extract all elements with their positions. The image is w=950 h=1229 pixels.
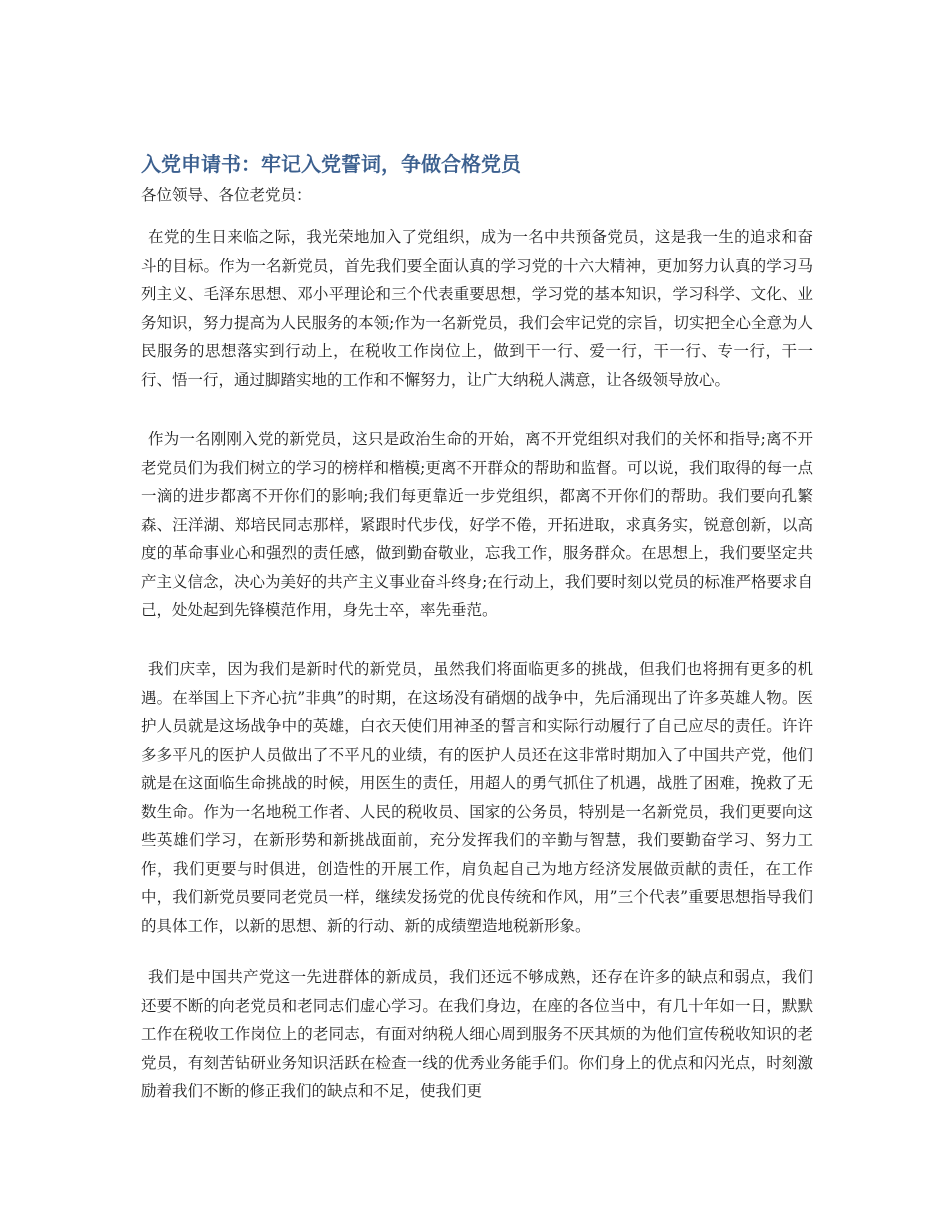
salutation: 各位领导、各位老党员： [141,186,312,204]
document-title: 入党申请书：牢记入党誓词，争做合格党员 [141,152,521,176]
paragraph-4: 我们是中国共产党这一先进群体的新成员，我们还远不够成熟，还存在许多的缺点和弱点，我们还要不断的向老党员和老同志们虚心学习。在我们身边，在座的各位当中，有几十年如一日，默默工作在税收工作岗位上的老同志，有面对纳税人细心周到服务不厌其烦的为他们宣传税收知识的老党员，有刻苦钻研业务知识活跃在检查一线的优秀业务能手们。你们身上的优点和闪光点，时刻激励着我们不断的修正我们的缺点和不足，使我们更 [141,968,813,1100]
paragraph-1: 在党的生日来临之际，我光荣地加入了党组织，成为一名中共预备党员，这是我一生的追求和奋斗的目标。作为一名新党员，首先我们要全面认真的学习党的十六大精神，更加努力认真的学习马列主义、毛泽东思想、邓小平理论和三个代表重要思想，学习党的基本知识，学习科学、文化、业务知识，努力提高为人民服务的本领;作为一名新党员，我们会牢记党的宗旨，切实把全心全意为人民服务的思想落实到行动上，在税收工作岗位上，做到干一行、爱一行，干一行、专一行，干一行、悟一行，通过脚踏实地的工作和不懈努力，让广大纳税人满意，让各级领导放心。 [141,228,813,389]
paragraph-3: 我们庆幸，因为我们是新时代的新党员，虽然我们将面临更多的挑战，但我们也将拥有更多的机遇。在举国上下齐心抗”非典”的时期，在这场没有硝烟的战争中，先后涌现出了许多英雄人物。医护人员就是这场战争中的英雄，白衣天使们用神圣的誓言和实际行动履行了自己应尽的责任。许许多多平凡的医护人员做出了不平凡的业绩，有的医护人员还在这非常时期加入了中国共产党，他们就是在这面临生命挑战的时候，用医生的责任，用超人的勇气抓住了机遇，战胜了困难，挽救了无数生命。作为一名地税工作者、人民的税收员、国家的公务员，特别是一名新党员，我们更要向这些英雄们学习，在新形势和新挑战面前，充分发挥我们的辛勤与智慧，我们要勤奋学习、努力工作，我们更要与时俱进，创造性的开展工作，肩负起自己为地方经济发展做贡献的责任，在工作中，我们新党员要同老党员一样，继续发扬党的优良传统和作风，用”三个代表”重要思想指导我们的具体工作，以新的思想、新的行动、新的成绩塑造地税新形象。 [141,660,813,935]
paragraph-2: 作为一名刚刚入党的新党员，这只是政治生命的开始，离不开党组织对我们的关怀和指导;离不开老党员们为我们树立的学习的榜样和楷模;更离不开群众的帮助和监督。可以说，我们取得的每一点一滴的进步都离不开你们的影响;我们每更靠近一步党组织，都离不开你们的帮助。我们要向孔繁森、汪洋湖、郑培民同志那样，紧跟时代步伐，好学不倦，开拓进取，求真务实，锐意创新，以高度的革命事业心和强烈的责任感，做到勤奋敬业，忘我工作，服务群众。在思想上，我们要坚定共产主义信念，决心为美好的共产主义事业奋斗终身;在行动上，我们要时刻以党员的标准严格要求自己，处处起到先锋模范作用，身先士卒，率先垂范。 [141,430,813,619]
